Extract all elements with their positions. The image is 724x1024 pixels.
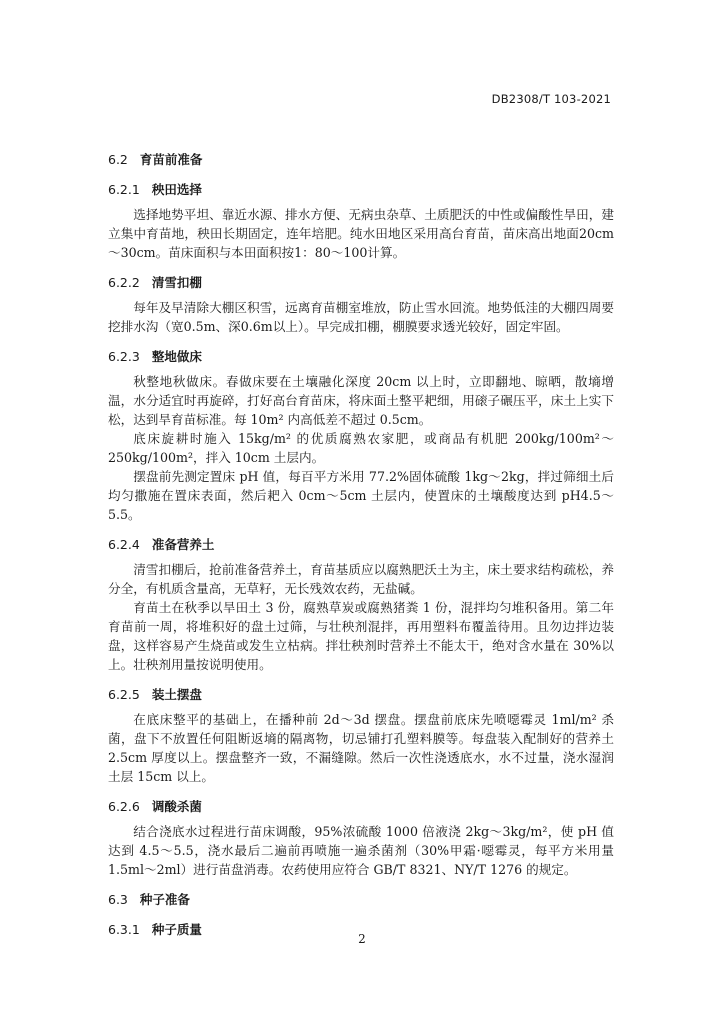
paragraph: 清雪扣棚后，抢前准备营养土，育苗基质应以腐熟肥沃土为主，床土要求结构疏松，养分全，有机质含量高，无草籽，无长残效农药，无盐碱。 bbox=[108, 562, 614, 596]
section-heading-6-2-5 bbox=[108, 685, 614, 704]
section-number: 6.2.6 bbox=[108, 799, 140, 814]
document-body bbox=[108, 139, 614, 945]
section-title: 清雪扣棚 bbox=[151, 275, 202, 290]
section-heading-6-2-1 bbox=[108, 180, 614, 199]
page-number: 2 bbox=[358, 932, 366, 946]
paragraph: 结合浇底水过程进行苗床调酸，95%浓硫酸 1000 倍液浇 2kg～3kg/m²，使 pH 值达到 4.5～5.5，浇水最后二遍前再喷施一遍杀菌剂（30%甲霜·噁霉灵，每平方米用量 1.5ml～2ml）进行苗盘消毒。农药使用应符合 GB/T 8321、NY/T 1276 的规定。 bbox=[108, 824, 614, 877]
section-title: 种子准备 bbox=[139, 892, 190, 907]
section-title: 秧田选择 bbox=[151, 182, 202, 197]
section-number: 6.3.1 bbox=[108, 922, 140, 937]
section-number: 6.2.4 bbox=[108, 537, 140, 552]
section-title: 装土摆盘 bbox=[151, 687, 202, 702]
section-title: 整地做床 bbox=[151, 349, 202, 364]
section-heading-6-2-2 bbox=[108, 273, 614, 292]
paragraph: 在底床整平的基础上，在播种前 2d～3d 摆盘。摆盘前底床先喷噁霉灵 1ml/m² 杀菌，盘下不放置任何阻断返墒的隔离物，切忌铺打孔塑料膜等。每盘装入配制好的营养土 2.5cm 厚度以上。摆盘整齐一致，不漏缝隙。然后一次性浇透底水，水不过量，浇水湿润土层 15cm 以上。 bbox=[108, 712, 614, 784]
section-number: 6.3 bbox=[108, 892, 128, 907]
section-number: 6.2.5 bbox=[108, 687, 140, 702]
section-heading-6-2-6 bbox=[108, 797, 614, 816]
section-number: 6.2.1 bbox=[108, 182, 140, 197]
section-heading-6-3 bbox=[108, 890, 614, 909]
section-title: 准备营养土 bbox=[151, 537, 215, 552]
section-title: 调酸杀菌 bbox=[151, 799, 202, 814]
paragraph: 选择地势平坦、靠近水源、排水方便、无病虫杂草、土质肥沃的中性或偏酸性旱田，建立集中育苗地，秧田长期固定，连年培肥。纯水田地区采用高台育苗，苗床高出地面20cm～30cm。苗床面积与本田面积按1：80～100计算。 bbox=[108, 207, 614, 260]
section-number: 6.2 bbox=[108, 152, 128, 167]
section-heading-6-2-3 bbox=[108, 347, 614, 366]
paragraph: 每年及早清除大棚区积雪，远离育苗棚室堆放，防止雪水回流。地势低洼的大棚四周要挖排水沟（宽0.5m、深0.6m以上）。早完成扣棚，棚膜要求透光较好，固定牢固。 bbox=[108, 300, 614, 334]
document-code: DB2308/T 103-2021 bbox=[491, 92, 611, 106]
section-number: 6.2.3 bbox=[108, 349, 140, 364]
section-heading-6-2-4 bbox=[108, 535, 614, 554]
paragraph: 秋整地秋做床。春做床要在土壤融化深度 20cm 以上时，立即翻地、晾晒，散墒增温，水分适宜时再旋碎，打好高台育苗床，将床面土整平耙细，用磙子碾压平，床土上实下松，达到旱育苗标准。每 10m² 内高低差不超过 0.5cm。 bbox=[108, 374, 614, 427]
paragraph: 摆盘前先测定置床 pH 值，每百平方米用 77.2%固体硫酸 1kg～2kg，拌过筛细土后均匀撒施在置床表面，然后耙入 0cm～5cm 土层内，使置床的土壤酸度达到 pH4.5～5.5。 bbox=[108, 469, 614, 522]
paragraph: 底床旋耕时施入 15kg/m² 的优质腐熟农家肥，或商品有机肥 200kg/100m²～250kg/100m²，拌入 10cm 土层内。 bbox=[108, 431, 614, 465]
section-title: 种子质量 bbox=[151, 922, 202, 937]
paragraph: 育苗土在秋季以旱田土 3 份，腐熟草炭或腐熟猪粪 1 份，混拌均匀堆积备用。第二年育苗前一周，将堆积好的盘土过筛，与壮秧剂混拌，再用塑料布覆盖待用。且勿边拌边装盘，这样容易产生烧苗或发生立枯病。拌壮秧剂时营养土不能太干，绝对含水量在 30%以上。壮秧剂用量按说明使用。 bbox=[108, 600, 614, 672]
section-number: 6.2.2 bbox=[108, 275, 140, 290]
section-heading-6-2 bbox=[108, 150, 614, 169]
section-title: 育苗前准备 bbox=[139, 152, 203, 167]
